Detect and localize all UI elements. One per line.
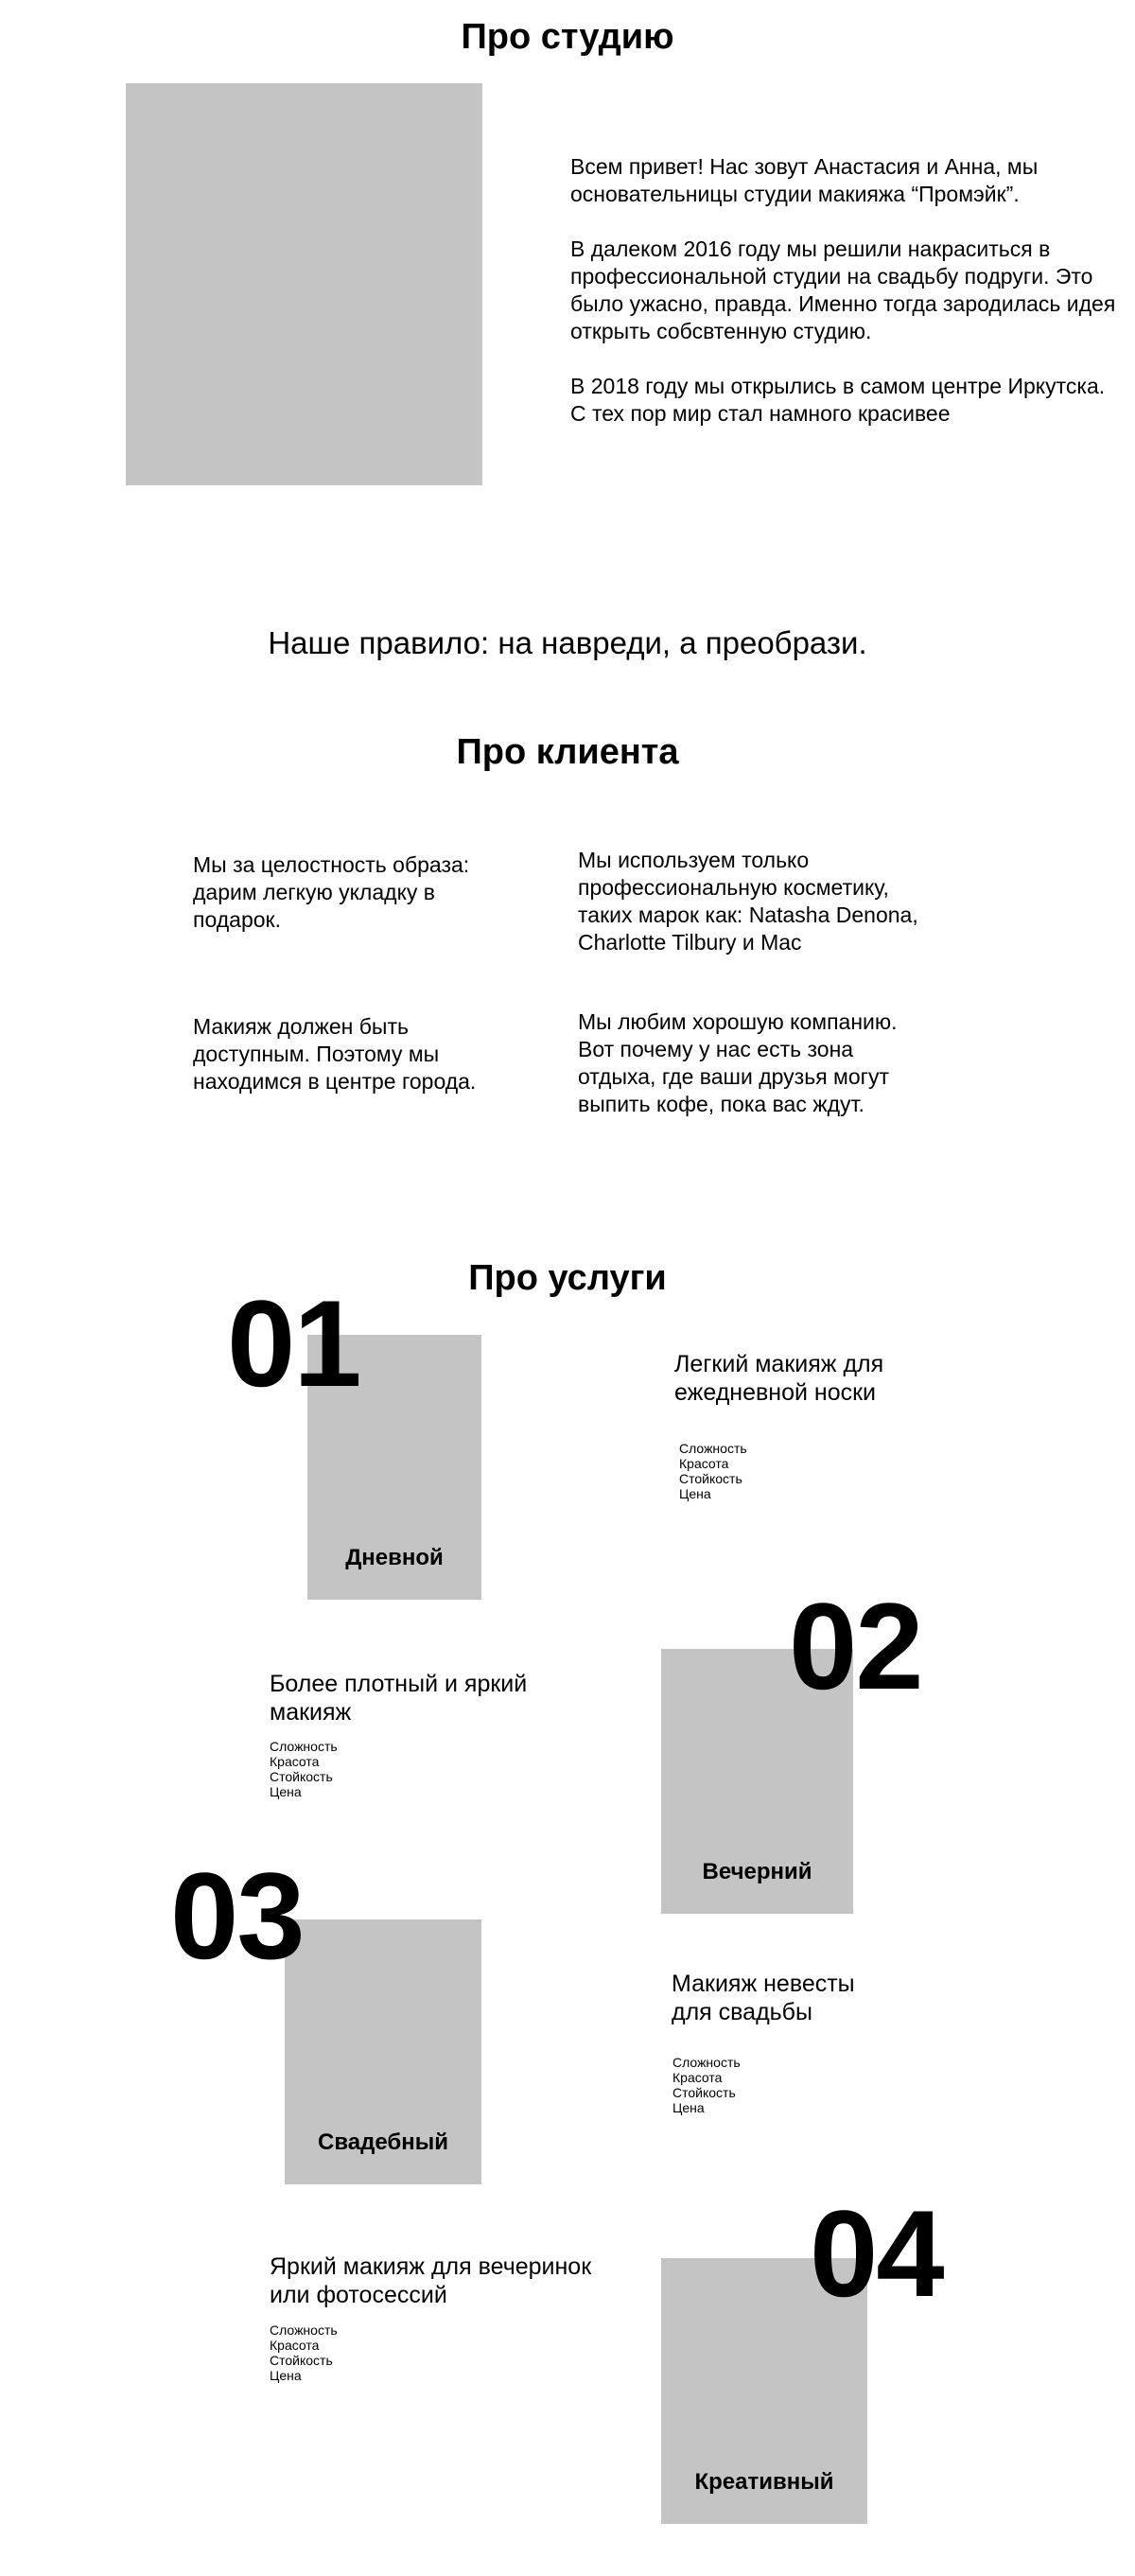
studio-image-placeholder: [126, 83, 482, 485]
service-label: Свадебный: [318, 2129, 448, 2155]
metric-label: Стойкость: [270, 2353, 333, 2368]
metric-label: Цена: [679, 1486, 711, 1501]
studio-rule: Наше правило: на навреди, а преобрази.: [268, 625, 867, 660]
metric-label: Сложность: [270, 1739, 338, 1754]
metric-label: Красота: [679, 1456, 729, 1471]
service-label: Вечерний: [702, 1859, 812, 1884]
service-description: Легкий макияж для ежедневной носки: [674, 1351, 884, 1406]
studio-title: Про студию: [461, 17, 674, 57]
studio-text: [570, 153, 1119, 455]
metric-label: Красота: [270, 2338, 320, 2353]
service-number: 03: [170, 1847, 304, 1985]
metric-label: Стойкость: [679, 1471, 742, 1486]
metric-label: Цена: [672, 2100, 705, 2115]
client-title: Про клиента: [456, 732, 679, 772]
metric-label: Сложность: [672, 2055, 741, 2070]
service-number: 02: [789, 1577, 922, 1715]
client-item: Макияж должен быть доступным. Поэтому мы находимся в центре города.: [193, 1014, 477, 1094]
services-title: Про услуги: [468, 1258, 667, 1298]
service-metrics: [270, 1739, 338, 1799]
metric-label: Цена: [270, 1784, 302, 1799]
metric-label: Сложность: [679, 1441, 747, 1456]
studio-paragraph: Всем привет! Нас зовут Анастасия и Анна, мы основательницы студии макияжа “Промэйк”.: [570, 154, 1039, 206]
metric-label: Стойкость: [270, 1769, 333, 1784]
service-label: Дневной: [345, 1545, 444, 1570]
service-description: Яркий макияж для вечеринок или фотосессий: [270, 2253, 592, 2308]
metric-label: Стойкость: [672, 2085, 736, 2100]
service-metrics: [679, 1441, 747, 1501]
studio-paragraph: В 2018 году мы открылись в самом центре Иркутска. С тех пор мир стал намного красивее: [570, 374, 1106, 426]
client-item: Мы используем только профессиональную косметику, таких марок как: Natasha Denona, Charlotte Tilbury и Mac: [578, 848, 918, 955]
service-card-wedding[interactable]: [285, 1919, 481, 2184]
service-description: Более плотный и яркий макияж: [270, 1671, 528, 1726]
metric-label: Красота: [270, 1754, 320, 1769]
metric-label: Сложность: [270, 2322, 338, 2338]
service-number: 01: [227, 1274, 360, 1412]
service-description: Макияж невесты для свадьбы: [672, 1971, 855, 2025]
studio-paragraph: В далеком 2016 году мы решили накраситься в профессиональной студии на свадьбу подруги. Это было ужасно, правда. Именно тогда зародилась идея открыть собсвтенную студию.: [570, 237, 1116, 343]
service-label: Креативный: [694, 2469, 834, 2495]
metric-label: Цена: [270, 2368, 302, 2383]
service-metrics: [672, 2055, 741, 2115]
client-item: Мы за целостность образа: дарим легкую укладку в подарок.: [193, 852, 470, 932]
metric-label: Красота: [672, 2070, 723, 2085]
service-number: 04: [810, 2184, 943, 2322]
client-item: Мы любим хорошую компанию. Вот почему у нас есть зона отдыха, где ваши друзья могут выпить кофе, пока вас ждут.: [578, 1009, 898, 1116]
service-metrics: [270, 2322, 338, 2383]
